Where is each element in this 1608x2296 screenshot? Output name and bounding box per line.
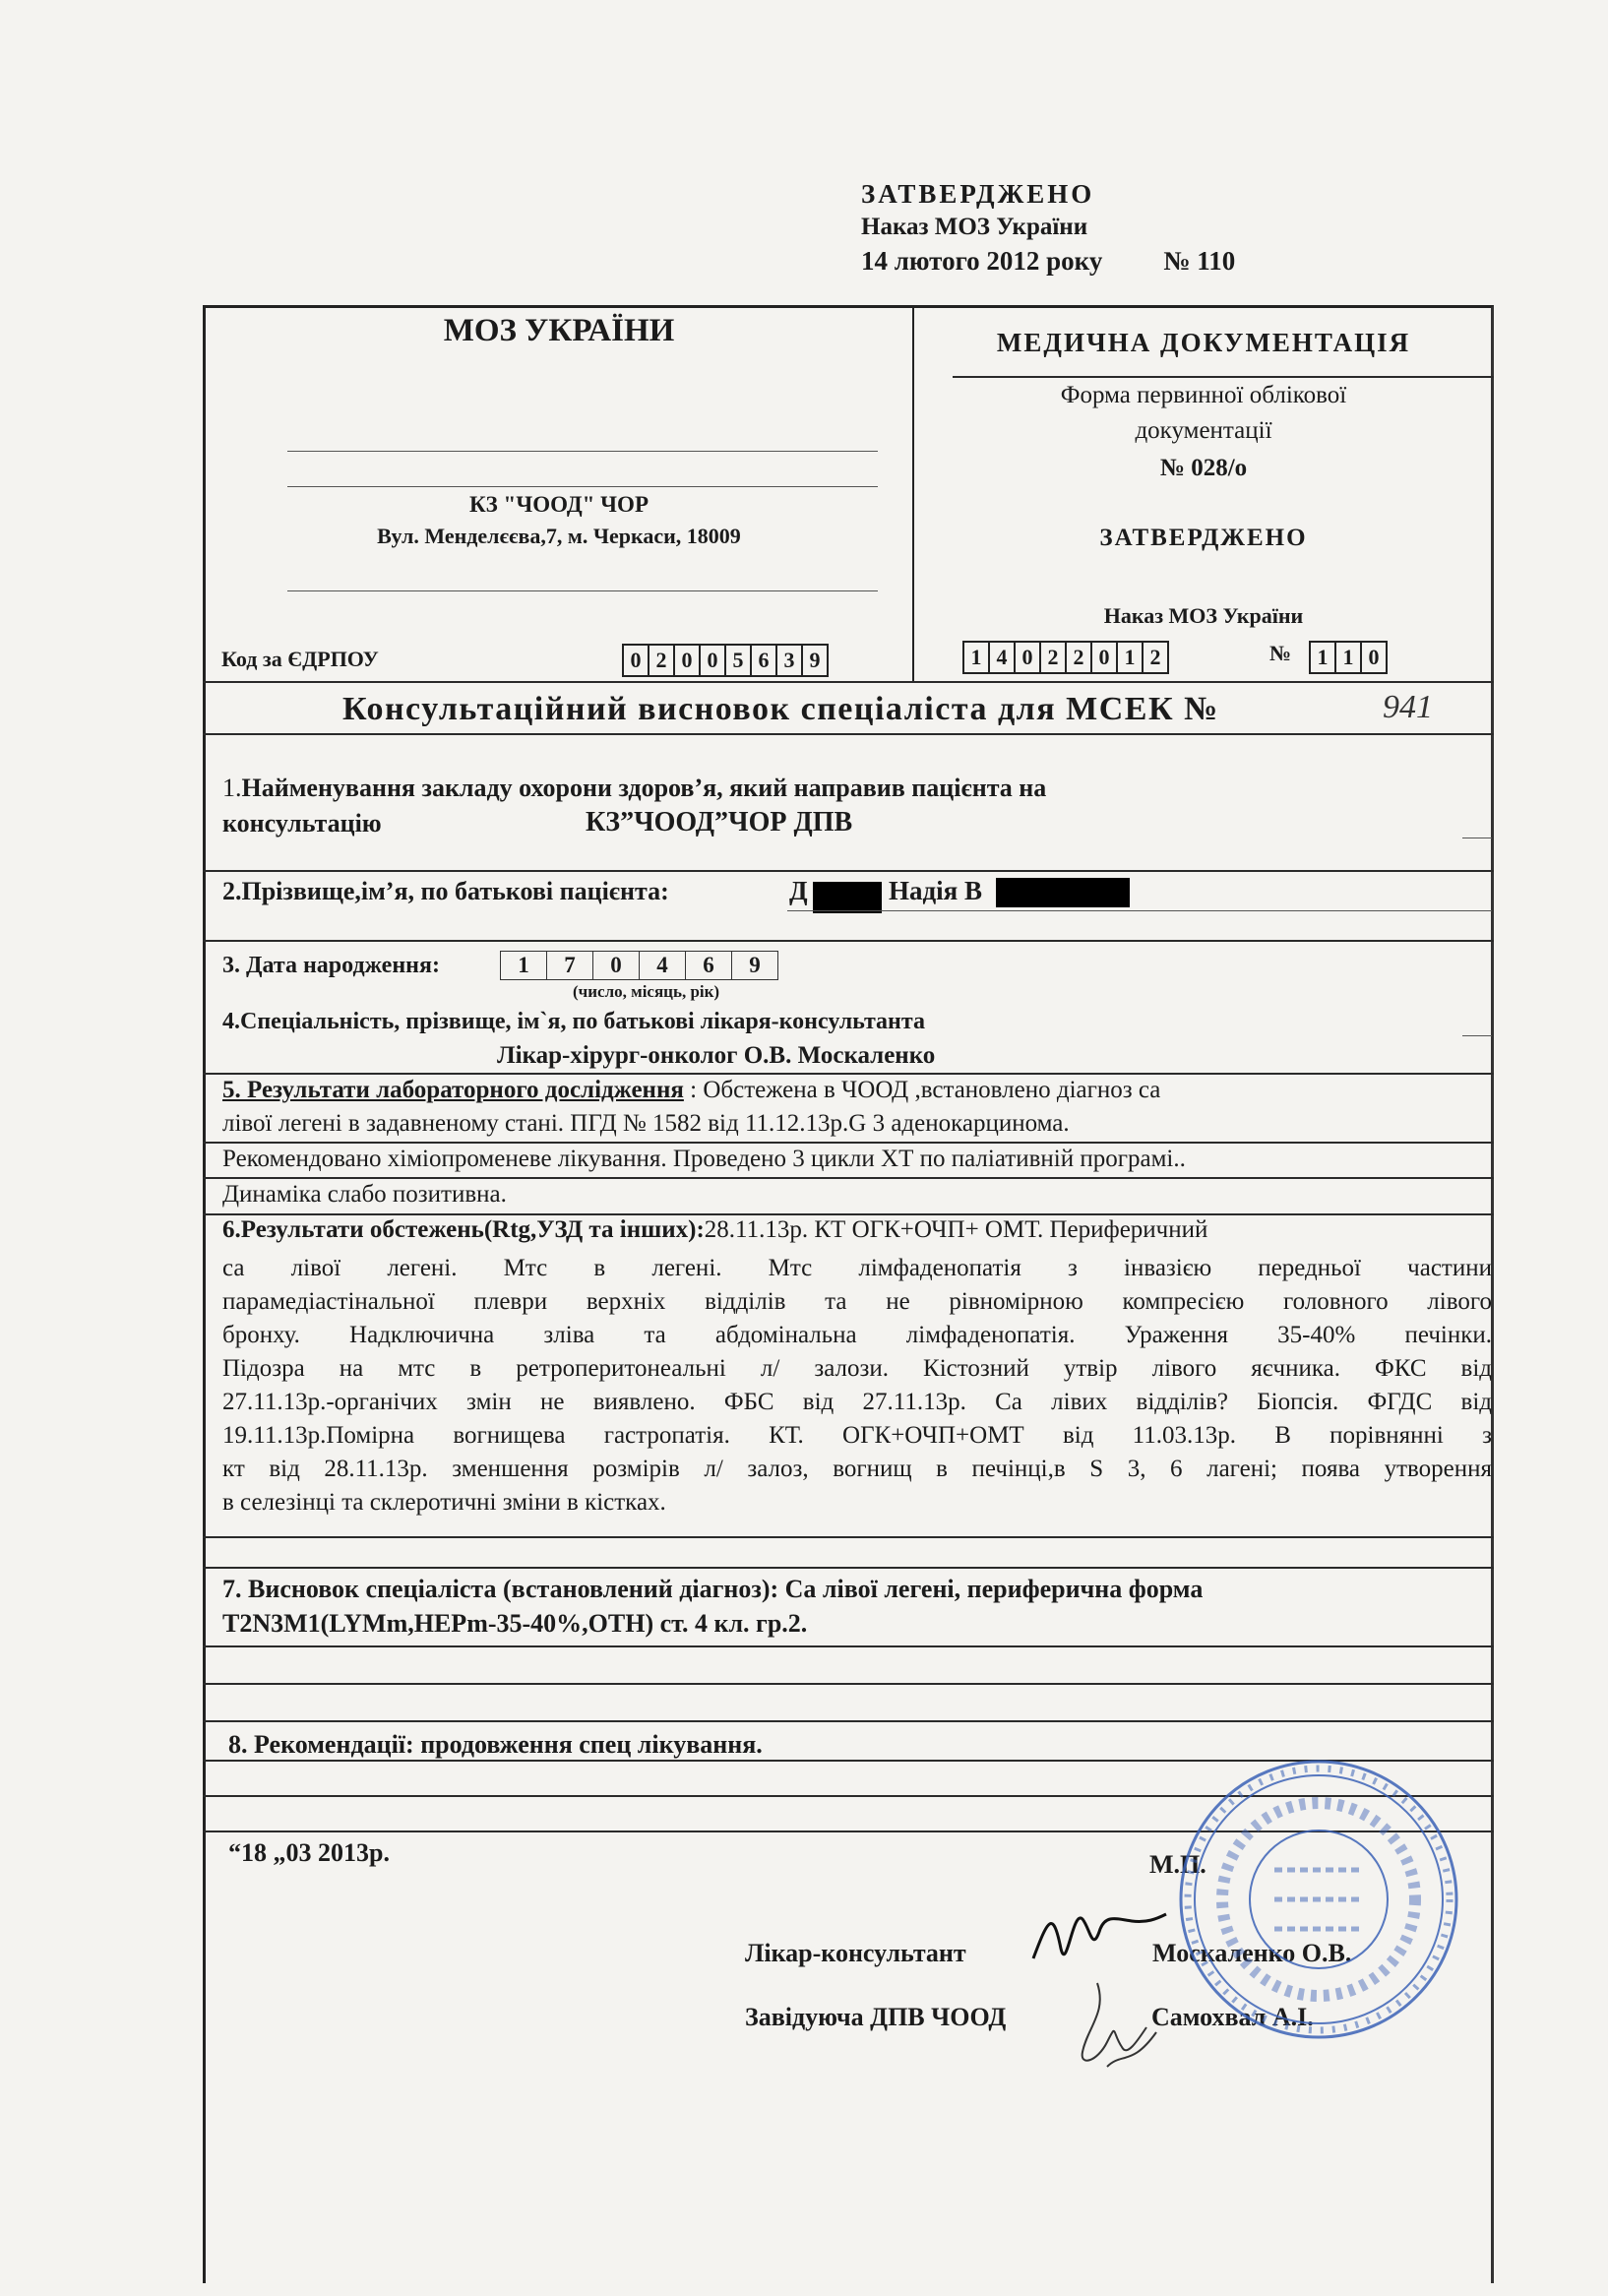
section6-line: парамедіастінальної плеври верхніх відділів та не рівномірною компресією головного лівого (222, 1288, 1492, 1315)
form-title-number: 941 (1383, 689, 1433, 725)
medical-docs-heading: МЕДИЧНА ДОКУМЕНТАЦІЯ (996, 328, 1411, 357)
approval-title: ЗАТВЕРДЖЕНО (861, 179, 1095, 209)
birth-date-digit: 7 (547, 952, 593, 979)
section5-text1: : Обстежена в ЧООД ,встановлено діагноз са (683, 1077, 1161, 1103)
section5-line4: Динаміка слабо позитивна. (222, 1181, 507, 1208)
consultant-value: Лікар-хірург-онколог О.В. Москаленко (497, 1042, 936, 1069)
divider (203, 681, 1494, 683)
rule (787, 910, 1492, 911)
approval-header (861, 177, 1235, 278)
order-date-digit: 0 (1092, 643, 1118, 672)
section6-line: кт від 28.11.13р. зменшення розмірів л/ залоз, вогнищ в печінці,в S 3, 6 лагені; поява утворення (222, 1456, 1492, 1482)
edrpou-digit: 3 (777, 646, 803, 675)
birth-date-digit: 1 (501, 952, 547, 979)
divider (203, 870, 1494, 872)
head-signature (1068, 1973, 1176, 2081)
blank-line (287, 590, 878, 591)
divider (203, 1073, 1494, 1075)
consultant-sign-label: Лікар-консультант (745, 1939, 966, 1967)
redaction-bar (813, 882, 882, 913)
blank-line (287, 486, 878, 487)
order-date-digit: 2 (1041, 643, 1067, 672)
order-number-digit: 0 (1368, 645, 1380, 669)
diagnosis-line2: T2N3M1(LYMm,HEPm-35-40%,OTH) ст. 4 кл. гр.2. (222, 1609, 808, 1638)
edrpou-digit: 0 (701, 646, 726, 675)
blank-line (287, 451, 878, 452)
seal-place: М.П. (1149, 1850, 1206, 1879)
patient-surname: Д (789, 876, 808, 905)
institution-name: КЗ "ЧООД" ЧОР (468, 492, 649, 517)
divider (203, 1536, 1494, 1538)
consultant-sign-name: Москаленко О.В. (1152, 1939, 1352, 1967)
divider (203, 1720, 1494, 1722)
form-title: Консультаційний висновок спеціаліста для МСЕК № (342, 691, 1219, 727)
patient-name-label: 2.Прізвище,ім’я, по батькові пацієнта: (222, 877, 669, 905)
divider (953, 376, 1494, 378)
section6-text: 28.11.13р. КТ ОГК+ОЧП+ ОМТ. Периферичний (704, 1216, 1208, 1243)
edrpou-digit: 0 (675, 646, 701, 675)
approval-number: № 110 (1163, 246, 1236, 276)
birth-date-digit: 0 (593, 952, 640, 979)
section6-label: 6.Результати обстежень(Rtg,УЗД та інших): (222, 1216, 705, 1243)
ministry-name: МОЗ УКРАЇНИ (443, 313, 675, 348)
birth-date-digit: 4 (640, 952, 686, 979)
divider (203, 1683, 1494, 1685)
section6-line: 19.11.13р.Помірна вогнищева гастропатія. КТ. ОГК+ОЧП+ОМТ від 11.03.13р. В порівнянні з (222, 1422, 1492, 1449)
redaction-bar (996, 878, 1130, 907)
order-number-digit: 1 (1336, 643, 1362, 672)
order-date-digit: 2 (1149, 645, 1161, 669)
birth-date-boxes (500, 951, 778, 980)
order-number-digit: 1 (1311, 643, 1336, 672)
divider (203, 733, 1494, 735)
order-number-boxes (1309, 641, 1388, 674)
order-no-label: № (1269, 641, 1292, 665)
divider (203, 940, 1494, 942)
official-seal-stamp (1171, 1752, 1466, 2047)
rule (1462, 1035, 1492, 1036)
document-date: “18 „03 2013р. (228, 1838, 390, 1867)
edrpou-digit: 5 (726, 646, 752, 675)
order-date-digit: 2 (1067, 643, 1092, 672)
edrpou-digit: 9 (809, 648, 821, 672)
divider (203, 1177, 1494, 1179)
section5-label: 5. Результати лабораторного дослідження (222, 1077, 684, 1103)
approved-label: ЗАТВЕРДЖЕНО (1099, 525, 1308, 551)
order-date-digit: 4 (990, 643, 1016, 672)
divider (203, 1213, 1494, 1215)
section6-line: 27.11.13р.-органічих змін не виявлено. ФБС від 27.11.13р. Са лівих відділів? Біопсія. ФГДС від (222, 1389, 1492, 1415)
consultant-label: 4.Спеціальність, прізвище, ім`я, по батькові лікаря-консультанта (222, 1009, 925, 1034)
edrpou-code-boxes (622, 644, 829, 677)
section6-line1 (222, 1216, 1207, 1244)
section6-line: бронху. Надключична зліва та абдомінальна лімфаденопатія. Ураження 35-40% печінки. (222, 1322, 1492, 1348)
consultant-signature (1023, 1890, 1171, 1978)
approval-date-line (861, 244, 1235, 278)
birth-date-hint: (число, місяць, рік) (573, 982, 720, 1001)
divider (203, 1142, 1494, 1144)
section1-number: 1. (222, 774, 242, 802)
order-label: Наказ МОЗ України (1103, 603, 1304, 628)
referring-institution: КЗ”ЧООД”ЧОР ДПВ (586, 807, 853, 838)
edrpou-label: Код за ЄДРПОУ (221, 647, 379, 671)
order-date-digit: 1 (1118, 643, 1144, 672)
recommendations: 8. Рекомендації: продовження спец лікування. (228, 1730, 763, 1759)
section6-line: в селезінці та склеротичні зміни в кістках. (222, 1489, 666, 1516)
section1-text (222, 774, 1046, 803)
form-number: № 028/о (1159, 455, 1248, 481)
section6-line: Підозра на мтс в ретроперитонеальні л/ залози. Кістозний утвір лівого яєчника. ФКС від (222, 1355, 1492, 1382)
section6-body (222, 1252, 1492, 1520)
order-date-digit: 1 (964, 643, 990, 672)
birth-date-digit: 9 (749, 953, 761, 977)
diagnosis-line1: 7. Висновок спеціаліста (встановлений діагноз): Са лівої легені, периферична форма (222, 1575, 1204, 1603)
header-divider (912, 307, 914, 681)
section5-line1 (222, 1077, 1160, 1104)
patient-name: Надія В (889, 876, 983, 905)
approval-date: 14 лютого 2012 року (861, 246, 1103, 276)
section1-label: Найменування закладу охорони здоров’я, який направив пацієнта на (241, 774, 1047, 802)
divider (203, 1567, 1494, 1569)
approval-order: Наказ МОЗ України (861, 214, 1088, 240)
edrpou-digit: 2 (649, 646, 675, 675)
divider (203, 1645, 1494, 1647)
form-type-line2: документації (1135, 417, 1272, 444)
head-sign-name: Самохвал А.І. (1151, 2003, 1314, 2031)
edrpou-digit: 0 (624, 646, 649, 675)
birth-date-digit: 6 (686, 952, 732, 979)
order-date-digit: 0 (1016, 643, 1041, 672)
order-date-boxes (962, 641, 1169, 674)
edrpou-digit: 6 (752, 646, 777, 675)
form-type-line1: Форма первинної облікової (1060, 382, 1347, 408)
section5-line2: лівої легені в задавненому стані. ПГД № 1582 від 11.12.13р.G 3 аденокарцинома. (222, 1110, 1070, 1137)
section6-line: са лівої легені. Мтс в легені. Мтс лімфаденопатія з інвазією передньої частини (222, 1255, 1492, 1281)
section5-line3: Рекомендовано хіміопроменеве лікування. Проведено 3 цикли ХТ по паліативній програмі.. (222, 1146, 1186, 1172)
section1-label-cont: консультацію (222, 809, 382, 838)
institution-address: Вул. Менделєєва,7, м. Черкаси, 18009 (377, 524, 741, 548)
birth-date-label: 3. Дата народження: (222, 953, 440, 978)
head-sign-label: Завідуюча ДПВ ЧООД (745, 2003, 1007, 2031)
